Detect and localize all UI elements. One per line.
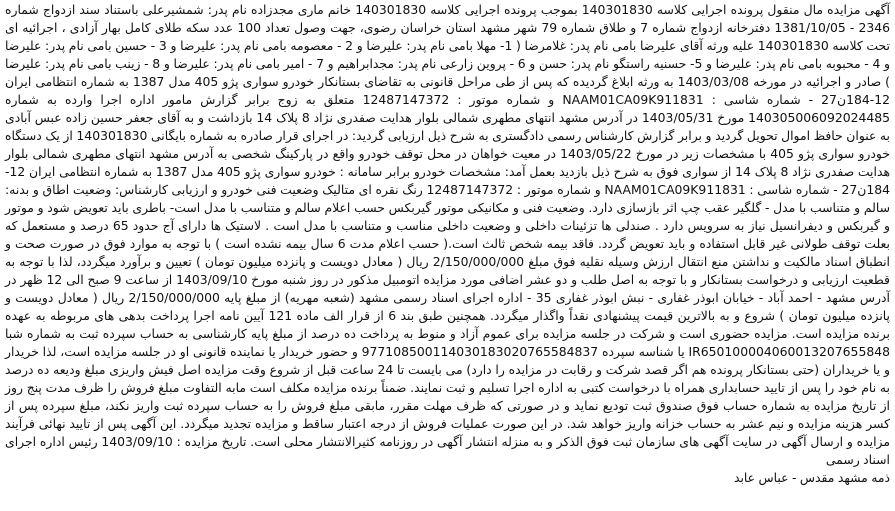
notice-signature: ذمه مشهد مقدس - عباس عابد [733,470,890,485]
notice-body: آگهی مزایده مال منقول پرونده اجرایی کلاسه 140301830 بموجب پرونده اجرایی کلاسه 140301830 خانم ماری مجدزاده نام پدر: شمشیرعلی باستناد سند ازدواج شماره 2346 - 1381/10/05 دفترخانه ازدواج شماره 7 و طلاق شماره 79 شهر مشهد استان خراسان رضوی، جهت وصول تعداد 100 عدد سکه طلای کامل بهار آزادی ، اجرائیه ای تحت کلاسه 140301830 علیه ورثه آقای علیرضا بامی نام پدر: غلامرضا ( 1- مهلا بامی نام پدر: علیرضا و 2 - معصومه بامی نام پدر: علیرضا و 3 - حسین بامی نام پدر: علیرضا و 4 - محبوبه بامی نام پدر: علیرضا و 5- حسنیه راستگو نام پدر: حسن و 6 - پروین زارعی نام پدر: مجدابراهیم و 7 - امیر بامی نام پدر: علیرضا و 8 - زینب بامی نام پدر: علیرضا ) صادر و اجرائیه در مورخه 1403/03/08 به ورثه ابلاغ گردیده که پس از طی مراحل قانونی به تقاضای بستانکار خودرو سواری پژو 405 مدل 1387 به شماره انتظامی ایران 12-184ن27 - شماره شاسی : NAAM01CA09K911831 و شماره موتور : 12487147372 متعلق به زوج برابر گزارش مامور اداره اجرا وارده به شماره 140305006092024485 مورخ 1403/05/31 در آدرس مشهد انتهای مطهری شمالی بلوار هدایت صفدری نژاد 8 پلاک 14 بازداشت و به آقای جعفر حسین زاده عبس آبادی به عنوان حافظ اموال تحویل گردید و برابر گزارش کارشناس رسمی دادگستری به شرح ذیل ارزیابی گردید: در اجرای قرار صادره به شماره بایگانی 140301830 از یک دستگاه خودرو سواری پژو 405 با مشخصات زیر در مورخ 1403/05/22 در معیت خواهان در محل توقف خودرو واقع در پارکینگ شخصی به آدرس مشهد انتهای مطهری شمالی بلوار هدایت صفدری نژاد 8 پلاک 14 از سواری فوق به شرح ذیل بازدید بعمل آمد: مشخصات خودرو برابر سامانه : خودرو سواری پژو 405 مدل 1387 به شماره انتظامی ایران 12-184ن27 - شماره شاسی : NAAM01CA09K911831 و شماره موتور : 12487147372 رنگ نقره ای متالیک وضعیت فنی خودرو و ارزیابی کارشناس: وضعیت اطاق و بدنه: سالم و متناسب با مدل - گلگیر عقب چپ اثر بازسازی دارد. وضعیت فنی و مکانیکی موتور گیربکس حسب اعلام سالم و متناسب با مدل است- باطری باید تعویض شود و موتور و گیربکس و دیفرانسیل نیاز به سرویس دارد . صندلی ها تزئینات داخلی و وضعیت داخلی مناسب و متناسب با مدل است . لاستیک ها دارای آج حدود 65 درصد و مستعمل که بعلت توقف طولانی غیر قابل استفاده و باید تعویض گردد. فاقد بیمه شخص ثالث است.( حسب اعلام مدت 6 سال بیمه نشده است ) با توجه به موارد فوق در صورت صحت و انطباق اسناد مالکیت و نداشتن منع انتقال ارزش وسیله نقلیه فوق مبلغ 2/150/000/000 ریال ( معادل دویست و پانزده میلیون تومان ) تعیین و برآورد میگردد، لذا با توجه به قطعیت ارزیابی و درخواست بستانکار و با توجه به اصل طلب و دو عشر اضافی مورد مزایده اتومبیل مذکور در روز شنبه مورخ 1403/09/10 از ساعت 9 صبح الی 12 ظهر در آدرس مشهد - احمد آباد - خیابان ابوذر غفاری - نبش ابوذر غفاری 35 - اداره اجرای اسناد رسمی مشهد (شعبه مهریه) از مبلغ پایه 2/150/000/000 ریال ( معادل دویست و پانزده میلیون تومان ) شروع و به بالاترین قیمت پیشنهادی نقداً واگذار میگردد. همچنین طبق بند 6 از قرار الف ماده 121 آیین نامه اجرا پرداخت بدهی های مربوطه به عهده برنده مزایده است. مزایده حضوری است و شرکت در جلسه مزایده برای عموم آزاد و منوط به پرداخت ده درصد از مبلغ پایه کارشناسی به حساب سپرده ثبت به شماره شبا IR650100004060013207655848 یا شناسه سپرده 977108500114030183020765584837 و حضور خریدار یا نماینده قانونی او در جلسه مزایده است، لذا خریدار و یا خریداران (حتی بستانکار پرونده هم اگر قصد شرکت و رقابت در مزایده را دارد) می بایست تا 24 ساعت قبل از شروع وقت مزایده اصل فیش واریزی مبلغ ودیعه ده درصد به نام خود را پس از تایید حسابداری همراه با درخواست کتبی به اداره اجرا تسلیم و ثبت نمایند. ضمناً برنده مزایده مکلف است مابه التفاوت مبلغ فروش را ظرف مدت پنج روز از تاریخ مزایده به شماره حساب فوق صندوق ثبت تودیع نماید و در صورتی که ظرف مهلت مقرر، مابقی مبلغ فروش را به حساب سپرده ثبت واریز نکند، مبلغ سپرده پس از کسر هزینه مزایده و نیم عشر به حساب خزانه واریز خواهد شد. در این صورت عملیات فروش از درجه اعتبار ساقط و مزایده تجدید میگردد. این آگهی پس از تایید نهائی فرآیند مزایده و ارسال آگهی در سایت آگهی های سازمان ثبت فوق الذکر و به منزله انتشار آگهی در روزنامه کثیرالانتشار محلی است. تاریخ مزایده : 1403/09/10 رئیس اداره اجرای اسناد رسمی [5,2,891,467]
auction-notice [5,0,890,487]
